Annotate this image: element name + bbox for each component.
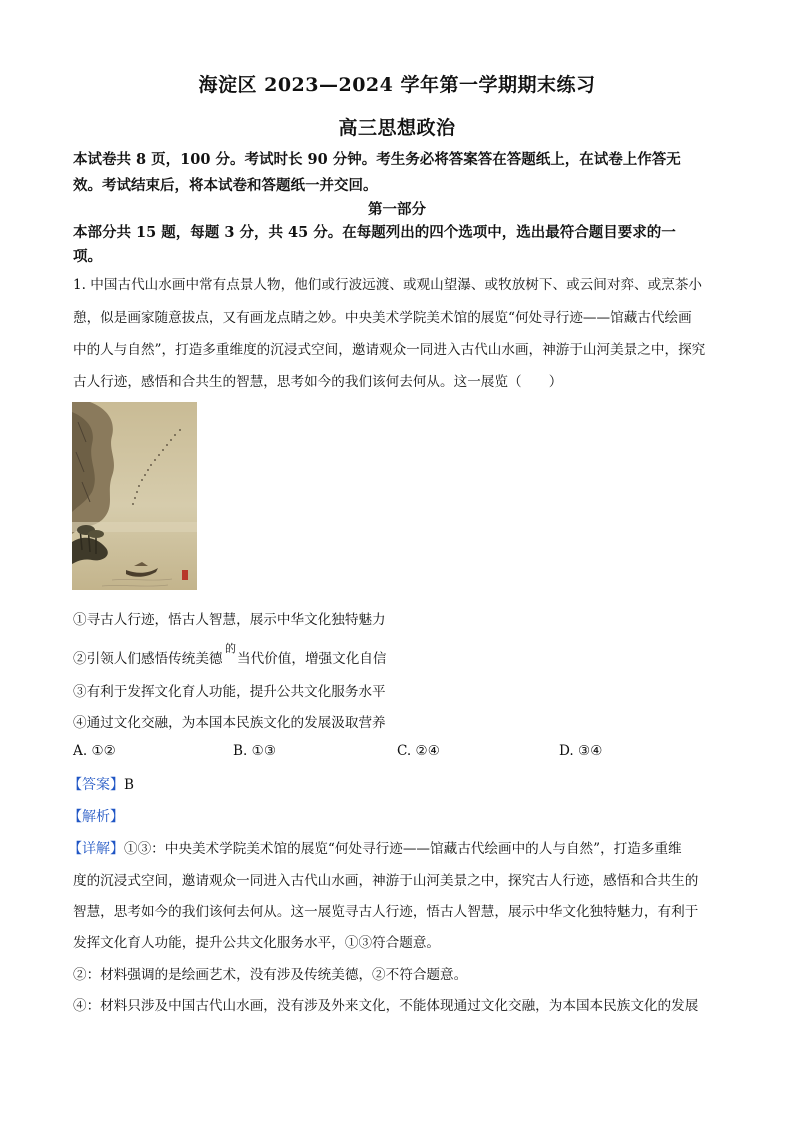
exam-title: 海淀区 2023—2024 学年第一学期期末练习 [198,74,596,96]
stray-superscript-char: 的 [225,642,236,655]
detail-line-2: 度的沉浸式空间，邀请观众一同进入古代山水画，神游于山河美景之中，探究古人行迹，感悟和合共生的 [73,873,699,889]
statement-1: ①寻古人行迹，悟古人智慧，展示中华文化独特魅力 [73,612,386,628]
question-1-line-2: 憩，似是画家随意拔点，又有画龙点睛之妙。中央美术学院美术馆的展览“何处寻行迹——馆藏古代绘画 [73,310,692,326]
question-1-line-1: 1. 中国古代山水画中常有点景人物，他们或行波远渡、或观山望瀑、或牧放树下、或云间对弈、或烹茶小 [73,277,703,293]
statement-3: ③有利于发挥文化育人功能，提升公共文化服务水平 [73,684,386,700]
instructions-line-2: 效。考试结束后，将本试卷和答题纸一并交回。 [73,177,378,194]
statement-2-part-1: ②引领人们感悟传统美德 [73,651,223,667]
instructions-line-1: 本试卷共 8 页，100 分。考试时长 90 分钟。考生务必将答案答在答题纸上，在试卷上作答无 [73,151,681,168]
detail-line-6: ④：材料只涉及中国古代山水画，没有涉及外来文化，不能体现通过文化交融，为本国本民族文化的发展 [73,998,699,1014]
detail-line-3: 智慧，思考如今的我们该何去何从。这一展览寻古人行迹，悟古人智慧，展示中华文化独特魅力，有利于 [73,904,699,920]
question-1-line-4: 古人行迹，感悟和合共生的智慧，思考如今的我们该何去何从。这一展览（ ） [73,374,563,390]
statement-4: ④通过文化交融，为本国本民族文化的发展汲取营养 [73,715,386,731]
detail-line-4: 发挥文化育人功能，提升公共文化服务水平，①③符合题意。 [73,935,441,951]
option-b: B. ①③ [233,743,277,759]
statement-2-part-2: 当代价值，增强文化自信 [237,651,387,667]
option-c: C. ②④ [397,743,440,759]
section-desc-line-2: 项。 [73,248,102,265]
landscape-painting-image [72,402,197,590]
option-a: A. ①② [73,743,116,759]
question-1-line-3: 中的人与自然”，打造多重维度的沉浸式空间，邀请观众一同进入古代山水画，神游于山河美景之中，探究 [73,342,706,358]
analysis-tag: 【解析】 [68,809,124,825]
detail-line-1 [68,837,682,858]
detail-line-5: ②：材料强调的是绘画艺术，没有涉及传统美德，②不符合题意。 [73,967,468,983]
option-d: D. ③④ [559,743,603,759]
section-desc-line-1: 本部分共 15 题，每题 3 分，共 45 分。在每题列出的四个选项中，选出最符合题目要求的一 [73,224,676,241]
subject-title: 高三思想政治 [338,117,456,139]
detail-tag: 【详解】 [68,841,124,857]
section-title: 第一部分 [368,201,426,218]
answer-row [68,774,134,794]
answer-value: B [124,777,134,793]
detail-text-1: ①③：中央美术学院美术馆的展览“何处寻行迹——馆藏古代绘画中的人与自然”，打造多重维 [124,841,682,857]
answer-tag: 【答案】 [68,777,124,793]
